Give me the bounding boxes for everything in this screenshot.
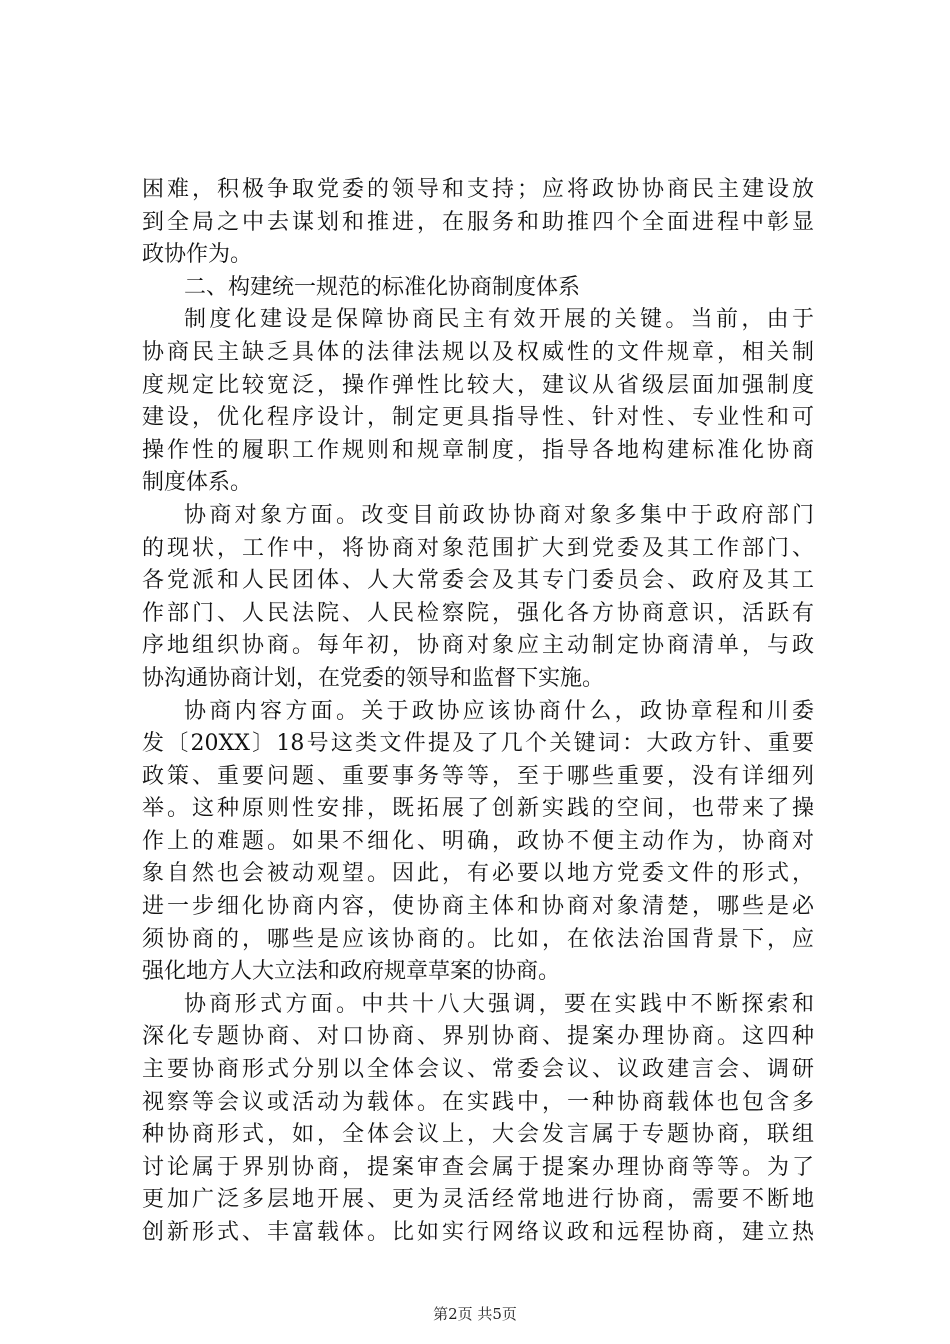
text-line: 困难，积极争取党委的领导和支持；应将政协协商民主建设放 [142, 177, 814, 202]
text-line: 讨论属于界别协商，提案审查会属于提案办理协商等等。为了 [142, 1154, 814, 1180]
text-line: 主要协商形式分别以全体会议、常委会议、议政建言会、调研 [142, 1057, 814, 1083]
text-line: 政协作为。 [142, 242, 253, 268]
text-line: 到全局之中去谋划和推进，在服务和助推四个全面进程中彰显 [142, 209, 814, 235]
text-line: 更加广泛多层地开展、更为灵活经常地进行协商，需要不断地 [142, 1187, 814, 1213]
text-line: 进一步细化协商内容，使协商主体和协商对象清楚，哪些是必 [142, 894, 814, 920]
text-line: 建设，优化程序设计，制定更具指导性、针对性、专业性和可 [142, 405, 814, 431]
text-line: 深化专题协商、对口协商、界别协商、提案办理协商。这四种 [142, 1024, 814, 1050]
section-heading: 二、构建统一规范的标准化协商制度体系 [184, 274, 581, 300]
text-line: 举。这种原则性安排，既拓展了创新实践的空间，也带来了操 [142, 796, 814, 822]
document-body [142, 174, 814, 1250]
text-line: 作上的难题。如果不细化、明确，政协不便主动作为，协商对 [142, 828, 814, 854]
text-line: 协商内容方面。关于政协应该协商什么，政协章程和川委 [184, 698, 814, 724]
text-line: 须协商的，哪些是应该协商的。比如，在依法治国背景下，应 [142, 926, 814, 952]
text-line: 协商对象方面。改变目前政协协商对象多集中于政府部门 [184, 502, 814, 528]
text-line: 视察等会议或活动为载体。在实践中，一种协商载体也包含多 [142, 1089, 814, 1115]
text-line: 度规定比较宽泛，操作弹性比较大，建议从省级层面加强制度 [142, 372, 814, 398]
page-footer: 第2页 共5页 [433, 1305, 517, 1323]
text-line: 的现状，工作中，将协商对象范围扩大到党委及其工作部门、 [142, 535, 814, 561]
text-line: 创新形式、丰富载体。比如实行网络议政和远程协商，建立热 [142, 1220, 814, 1245]
text-line: 协沟通协商计划，在党委的领导和监督下实施。 [142, 665, 605, 691]
text-line: 象自然也会被动观望。因此，有必要以地方党委文件的形式， [142, 861, 814, 887]
text-line: 种协商形式，如，全体会议上，大会发言属于专题协商，联组 [142, 1122, 814, 1148]
text-line: 操作性的履职工作规则和规章制度，指导各地构建标准化协商 [142, 437, 814, 463]
text-line: 制度化建设是保障协商民主有效开展的关键。当前，由于 [184, 307, 814, 333]
text-line: 协商形式方面。中共十八大强调，要在实践中不断探索和 [184, 991, 814, 1017]
text-line: 政策、重要问题、重要事务等等，至于哪些重要，没有详细列 [142, 763, 814, 789]
text-line: 协商民主缺乏具体的法律法规以及权威性的文件规章，相关制 [142, 339, 814, 365]
text-line: 制度体系。 [142, 470, 253, 496]
text-line: 作部门、人民法院、人民检察院，强化各方协商意识，活跃有 [142, 600, 814, 626]
text-line: 发〔20XX〕18号这类文件提及了几个关键词：大政方针、重要 [142, 731, 814, 757]
text-line: 各党派和人民团体、人大常委会及其专门委员会、政府及其工 [142, 568, 814, 594]
text-line: 强化地方人大立法和政府规章草案的协商。 [142, 959, 561, 985]
text-line: 序地组织协商。每年初，协商对象应主动制定协商清单，与政 [142, 633, 814, 659]
